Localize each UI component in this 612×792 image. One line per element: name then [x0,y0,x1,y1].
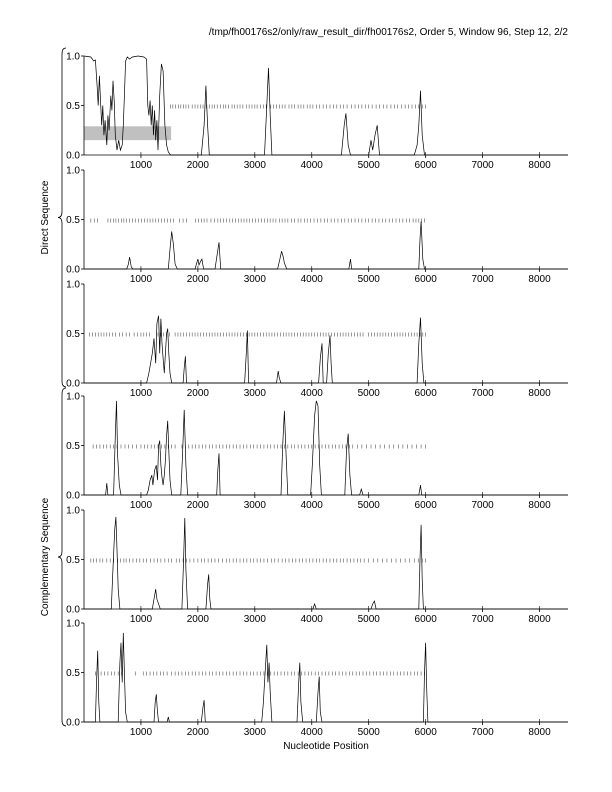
x-tick-label: 4000 [300,500,323,511]
x-tick-label: 4000 [300,388,323,399]
x-tick-label: 6000 [414,614,437,625]
x-tick-label: 1000 [129,614,153,625]
series-line [84,222,568,270]
x-tick-label: 8000 [528,160,551,171]
x-tick-label: 1000 [129,727,153,738]
x-tick-label: 7000 [471,614,494,625]
x-tick-label: 6000 [414,500,437,511]
panel-3 [66,280,568,400]
figure-title: /tmp/fh00176s2/only/raw_result_dir/fh00176s2, Order 5, Window 96, Step 12, 2/2 [208,27,568,38]
panels-container [66,52,568,739]
x-tick-label: 2000 [186,614,210,625]
y-tick-label: 1.0 [66,279,80,291]
x-tick-label: 2000 [186,274,210,285]
series-line [84,517,568,609]
x-axis-label: Nucleotide Position [283,741,369,752]
group-bracket [58,48,66,387]
x-tick-label: 5000 [357,727,380,738]
x-tick-label: 6000 [414,727,437,738]
x-tick-label: 8000 [528,274,551,285]
x-tick-label: 8000 [528,614,551,625]
y-tick-label: 1.0 [66,391,80,403]
x-tick-label: 5000 [357,388,380,399]
x-tick-label: 5000 [357,500,380,511]
panel-2 [66,166,568,286]
x-tick-label: 4000 [300,614,323,625]
y-tick-label: 1.0 [66,165,80,177]
y-tick-label: 0.0 [66,378,80,390]
x-tick-label: 6000 [414,160,437,171]
x-tick-label: 3000 [243,500,266,511]
series-line [84,316,568,383]
direct-sequence-label: Direct Sequence [40,180,51,255]
y-tick-label: 1.0 [66,505,80,517]
panel-1 [66,52,568,172]
x-tick-label: 5000 [357,160,380,171]
x-tick-label: 6000 [414,274,437,285]
y-tick-label: 0.0 [66,264,80,276]
panel-4 [66,392,568,512]
x-tick-label: 7000 [471,274,494,285]
y-tick-label: 0.0 [66,717,80,729]
x-tick-label: 3000 [243,614,266,625]
x-tick-label: 3000 [243,160,266,171]
x-tick-label: 7000 [471,388,494,399]
x-tick-label: 8000 [528,727,551,738]
group-brackets [40,48,66,726]
x-tick-label: 4000 [300,160,323,171]
x-tick-label: 3000 [243,388,266,399]
panel-5 [66,506,568,626]
y-tick-label: 0.5 [66,215,80,226]
x-tick-label: 1000 [129,388,153,399]
y-tick-label: 0.5 [66,441,80,452]
x-tick-label: 5000 [357,614,380,625]
x-tick-label: 7000 [471,500,494,511]
x-tick-label: 1000 [129,160,153,171]
y-tick-label: 1.0 [66,51,80,63]
y-tick-label: 0.0 [66,490,80,502]
x-tick-label: 2000 [186,388,210,399]
y-tick-label: 0.5 [66,668,80,679]
x-tick-label: 1000 [129,500,153,511]
x-tick-label: 7000 [471,160,494,171]
series-line [84,633,568,722]
series-line [84,401,568,495]
x-tick-label: 4000 [300,274,323,285]
x-tick-label: 5000 [357,274,380,285]
x-tick-label: 1000 [129,274,153,285]
y-tick-label: 0.5 [66,329,80,340]
y-tick-label: 1.0 [66,618,80,630]
x-tick-label: 8000 [528,500,551,511]
x-tick-label: 4000 [300,727,323,738]
x-tick-label: 6000 [414,388,437,399]
x-tick-label: 2000 [186,500,210,511]
x-tick-label: 2000 [186,160,210,171]
group-bracket [58,388,66,726]
y-tick-label: 0.5 [66,555,80,566]
y-tick-label: 0.0 [66,604,80,616]
x-tick-label: 7000 [471,727,494,738]
x-tick-label: 2000 [186,727,210,738]
x-tick-label: 3000 [243,274,266,285]
y-tick-label: 0.0 [66,150,80,162]
complementary-sequence-label: Complementary Sequence [40,497,51,617]
x-tick-label: 8000 [528,388,551,399]
y-tick-label: 0.5 [66,101,80,112]
panel-6 [66,619,568,739]
x-tick-label: 3000 [243,727,266,738]
